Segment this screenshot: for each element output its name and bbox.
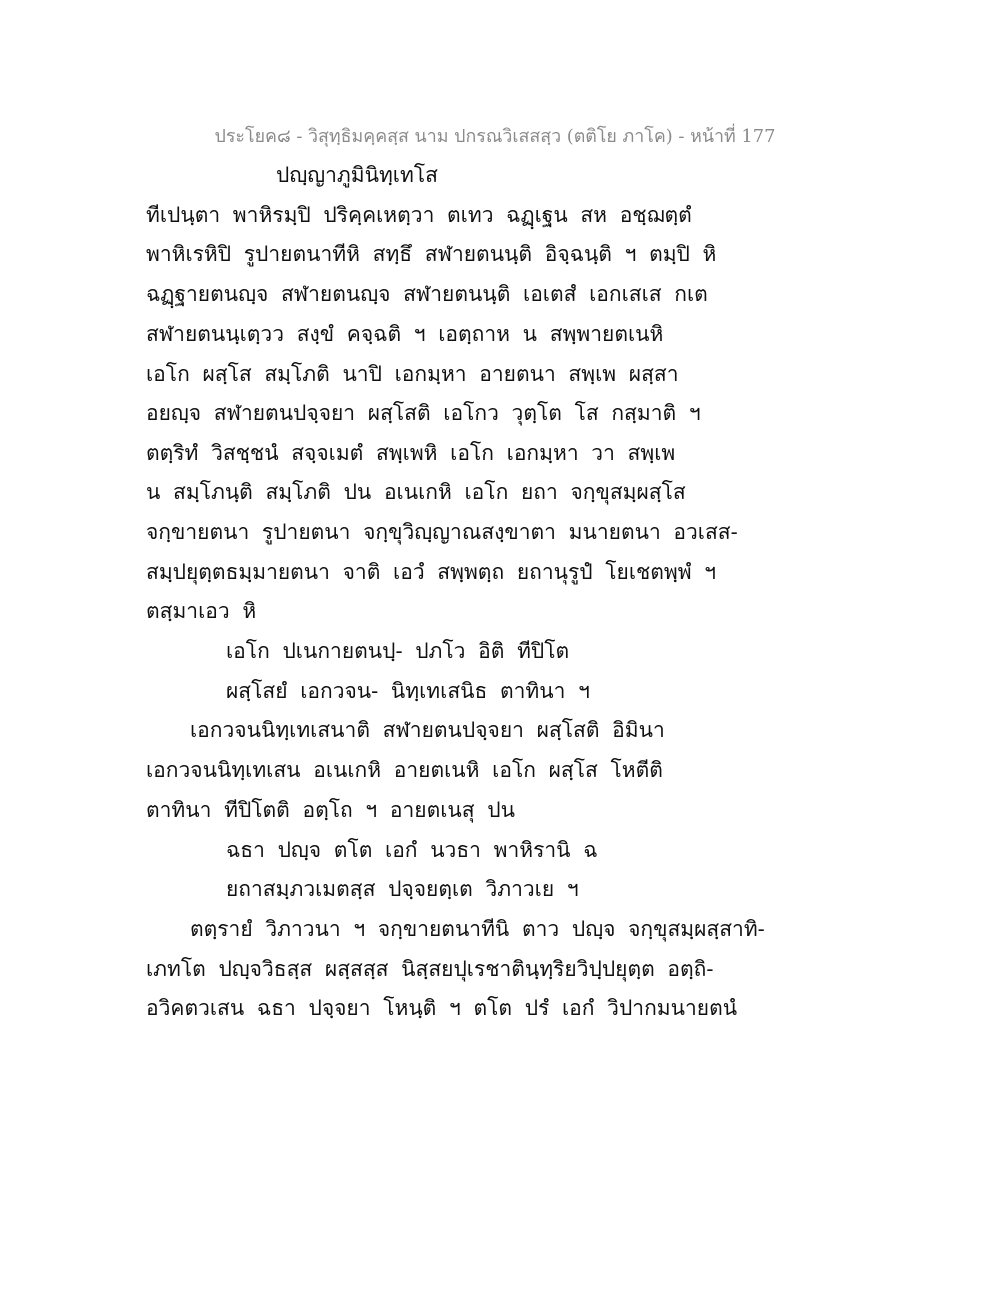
section-title: ปญฺญาภูมินิทฺเทโส — [276, 163, 438, 187]
text-line: ทีเปนฺตา พาหิรมฺปิ ปริคฺคเหตฺวา ตเทว ฉฏฺเฐน สห อชฺฌตฺตํ — [146, 203, 692, 227]
text-line: สมฺปยุตฺตธมฺมายตนา จาติ เอวํ สพฺพตฺถ ยถานุรูปํ โยเชตพฺพํ ฯ — [146, 560, 717, 584]
text-line: ตาทินา ทีปิโตติ อตฺโถ ฯ อายตเนสุ ปน — [146, 798, 515, 822]
text-line: จกฺขายตนา รูปายตนา จกฺขุวิญฺญาณสงฺขาตา มนายตนา อวเสส- — [146, 520, 738, 544]
page-header: ประโยค๘ - วิสุทฺธิมคฺคสฺส นาม ปกรณวิเสสสฺว (ตติโย ภาโค) - หน้าที่ 177 — [214, 126, 776, 147]
verse-line: ผสฺโสยํ เอกวจน- นิทฺเทเสนิธ ตาทินา ฯ — [226, 679, 590, 703]
verse-line: เอโก ปเนกายตนปฺ- ปภโว อิติ ทีปิโต — [226, 639, 570, 663]
paragraph-first-line: ตตฺรายํ วิภาวนา ฯ จกฺขายตนาทีนิ ตาว ปญฺจ จกฺขุสมฺผสฺสาทิ- — [190, 917, 765, 941]
text-line: อยญฺจ สฬายตนปจฺจยา ผสฺโสติ เอโกว วุตฺโต โส กสฺมาติ ฯ — [146, 401, 701, 425]
text-line: ตตฺริทํ วิสชฺชนํ สจฺจเมตํ สพฺเพหิ เอโก เอกมฺหา วา สพฺเพ — [146, 441, 676, 465]
paragraph-first-line: เอกวจนนิทฺเทเสนาติ สฬายตนปจฺจยา ผสฺโสติ อิมินา — [190, 718, 665, 742]
text-line: สฬายตนนฺเตฺวว สงฺขํ คจฺฉติ ฯ เอตฺถาห น สพฺพายตเนหิ — [146, 322, 664, 346]
verse-line: ยถาสมฺภวเมตสฺส ปจฺจยตฺเต วิภาวเย ฯ — [226, 877, 579, 901]
verse-line: ฉธา ปญฺจ ตโต เอกํ นวธา พาหิรานิ ฉ — [226, 838, 598, 862]
text-line: น สมฺโภนฺติ สมฺโภติ ปน อเนเกหิ เอโก ยถา จกฺขุสมฺผสฺโส — [146, 480, 686, 504]
text-line: เภทโต ปญฺจวิธสฺส ผสฺสสฺส นิสฺสยปุเรชาตินฺทฺริยวิปฺปยุตฺต อตฺถิ- — [146, 957, 714, 981]
text-line: เอกวจนนิทฺเทเสน อเนเกหิ อายตเนหิ เอโก ผสฺโส โหตีติ — [146, 758, 663, 782]
text-line: เอโก ผสฺโส สมฺโภติ นาปิ เอกมฺหา อายตนา สพฺเพ ผสฺสา — [146, 362, 679, 386]
text-line: พาหิเรหิปิ รูปายตนาทีหิ สทฺธึ สฬายตนนฺติ อิจฺฉนฺติ ฯ ตมฺปิ หิ — [146, 242, 717, 266]
text-line: ฉฏฺฐายตนญฺจ สฬายตนญฺจ สฬายตนนฺติ เอเตสํ เอกเสเส กเต — [146, 282, 708, 306]
text-line: อวิคตวเสน ฉธา ปจฺจยา โหนฺติ ฯ ตโต ปรํ เอกํ วิปากมนายตนํ — [146, 996, 738, 1020]
text-line: ตสฺมาเอว หิ — [146, 599, 257, 623]
